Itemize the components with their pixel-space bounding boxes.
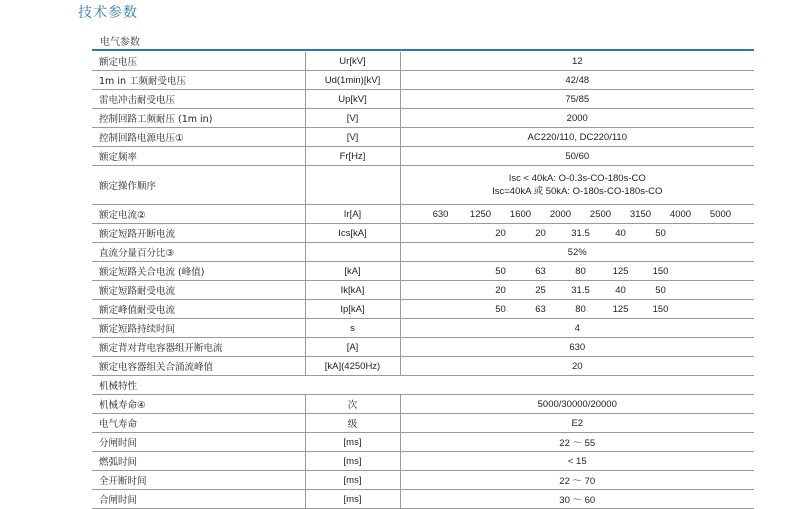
table-row	[92, 471, 754, 490]
param-value: AC220/110, DC220/110	[400, 128, 754, 147]
multi-value: 63	[535, 265, 546, 277]
param-unit: [kA](4250Hz)	[305, 357, 400, 376]
param-value	[400, 224, 754, 243]
param-name: 额定峰值耐受电流	[92, 300, 305, 319]
param-name: 电气寿命	[92, 414, 305, 433]
param-unit: [kA]	[305, 262, 400, 281]
param-unit: [ms]	[305, 452, 400, 471]
table-row	[92, 262, 754, 281]
multi-value: 50	[495, 265, 506, 277]
param-value: 5000/30000/20000	[400, 395, 754, 414]
param-value: 52%	[400, 243, 754, 262]
param-value: 22 ～ 55	[400, 433, 754, 452]
table-row	[92, 90, 754, 109]
param-unit: Ur[kV]	[305, 52, 400, 71]
multi-value: 25	[535, 284, 546, 296]
table-row	[92, 395, 754, 414]
multi-value: 125	[612, 265, 629, 277]
multi-value: 31.5	[571, 227, 590, 239]
table-top-rule	[92, 49, 754, 51]
table-row	[92, 205, 754, 224]
multi-value: 20	[495, 284, 506, 296]
section-electrical-label: 电气参数	[100, 37, 140, 48]
param-value	[400, 281, 754, 300]
table-row	[92, 109, 754, 128]
param-value: 50/60	[400, 147, 754, 166]
table-row	[92, 147, 754, 166]
param-unit: [ms]	[305, 471, 400, 490]
current-value: 1250	[469, 208, 492, 220]
multi-value: 20	[535, 227, 546, 239]
table-row	[92, 414, 754, 433]
section-row	[92, 376, 754, 395]
param-value: E2	[400, 414, 754, 433]
param-name: 额定频率	[92, 147, 305, 166]
param-value: 42/48	[400, 71, 754, 90]
current-value: 3150	[629, 208, 652, 220]
param-name: 额定短路开断电流	[92, 224, 305, 243]
section-mechanical-label: 机械特性	[92, 376, 754, 395]
table-row	[92, 166, 754, 205]
multi-value: 31.5	[571, 284, 590, 296]
param-unit: [ms]	[305, 490, 400, 509]
multi-value: 20	[495, 227, 506, 239]
param-unit: Ics[kA]	[305, 224, 400, 243]
param-value	[400, 205, 754, 224]
param-value: < 15	[400, 452, 754, 471]
param-name: 额定短路持续时间	[92, 319, 305, 338]
param-value: 20	[400, 357, 754, 376]
param-unit: Fr[Hz]	[305, 147, 400, 166]
multi-value: 80	[575, 303, 586, 315]
current-value: 630	[432, 208, 449, 220]
table-row	[92, 452, 754, 471]
param-name: 直流分量百分比③	[92, 243, 305, 262]
param-unit: [A]	[305, 338, 400, 357]
param-name: 合闸时间	[92, 490, 305, 509]
table-row	[92, 224, 754, 243]
multi-value: 40	[615, 227, 626, 239]
param-value	[400, 166, 754, 205]
multi-value: 50	[655, 227, 666, 239]
param-value: 75/85	[400, 90, 754, 109]
table-row	[92, 319, 754, 338]
param-unit: 级	[305, 414, 400, 433]
param-unit	[305, 166, 400, 205]
param-name: 额定电压	[92, 52, 305, 71]
param-name: 额定电容器组关合涌流峰值	[92, 357, 305, 376]
param-name: 控制回路电源电压①	[92, 128, 305, 147]
param-unit: Ip[kA]	[305, 300, 400, 319]
table-row	[92, 338, 754, 357]
param-unit: Ud(1min)[kV]	[305, 71, 400, 90]
current-value: 2000	[549, 208, 572, 220]
param-name: 控制回路工频耐压 (1m in)	[92, 109, 305, 128]
multi-value: 125	[612, 303, 629, 315]
param-name: 额定电流②	[92, 205, 305, 224]
sequence-line-2: Isc=40kA 或 50kA: O-180s-CO-180s-CO	[492, 186, 663, 197]
multi-value: 50	[495, 303, 506, 315]
table-row	[92, 52, 754, 71]
param-name: 额定短路关合电流 (峰值)	[92, 262, 305, 281]
param-name: 分闸时间	[92, 433, 305, 452]
param-value	[400, 300, 754, 319]
current-value: 2500	[589, 208, 612, 220]
table-row	[92, 281, 754, 300]
table-row	[92, 243, 754, 262]
param-unit: [ms]	[305, 433, 400, 452]
param-name: 额定操作顺序	[92, 166, 305, 205]
param-name: 额定背对背电容器组开断电流	[92, 338, 305, 357]
param-value: 12	[400, 52, 754, 71]
param-unit	[305, 243, 400, 262]
param-unit: s	[305, 319, 400, 338]
param-value	[400, 262, 754, 281]
param-name: 机械寿命④	[92, 395, 305, 414]
param-value: 4	[400, 319, 754, 338]
param-unit: [V]	[305, 109, 400, 128]
current-value: 4000	[669, 208, 692, 220]
multi-value: 40	[615, 284, 626, 296]
table-row	[92, 357, 754, 376]
multi-value: 150	[652, 303, 669, 315]
table-row	[92, 490, 754, 509]
table-row	[92, 433, 754, 452]
param-value: 2000	[400, 109, 754, 128]
current-value: 5000	[709, 208, 732, 220]
param-value: 30 ～ 60	[400, 490, 754, 509]
table-row	[92, 71, 754, 90]
multi-value: 80	[575, 265, 586, 277]
multi-value: 150	[652, 265, 669, 277]
param-unit: [V]	[305, 128, 400, 147]
param-unit: Up[kV]	[305, 90, 400, 109]
sequence-line-1: Isc < 40kA: O-0.3s-CO-180s-CO	[508, 173, 646, 184]
table-row	[92, 128, 754, 147]
param-unit: Ir[A]	[305, 205, 400, 224]
page-title: 技术参数	[78, 5, 138, 21]
spec-table	[92, 52, 754, 509]
param-unit: 次	[305, 395, 400, 414]
param-name: 雷电冲击耐受电压	[92, 90, 305, 109]
current-value: 1600	[509, 208, 532, 220]
param-name: 燃弧时间	[92, 452, 305, 471]
param-name: 全开断时间	[92, 471, 305, 490]
multi-value: 50	[655, 284, 666, 296]
param-value: 630	[400, 338, 754, 357]
param-name: 1m in 工频耐受电压	[92, 71, 305, 90]
param-value: 22 ～ 70	[400, 471, 754, 490]
param-unit: Ik[kA]	[305, 281, 400, 300]
table-row	[92, 300, 754, 319]
multi-value: 63	[535, 303, 546, 315]
param-name: 额定短路耐受电流	[92, 281, 305, 300]
